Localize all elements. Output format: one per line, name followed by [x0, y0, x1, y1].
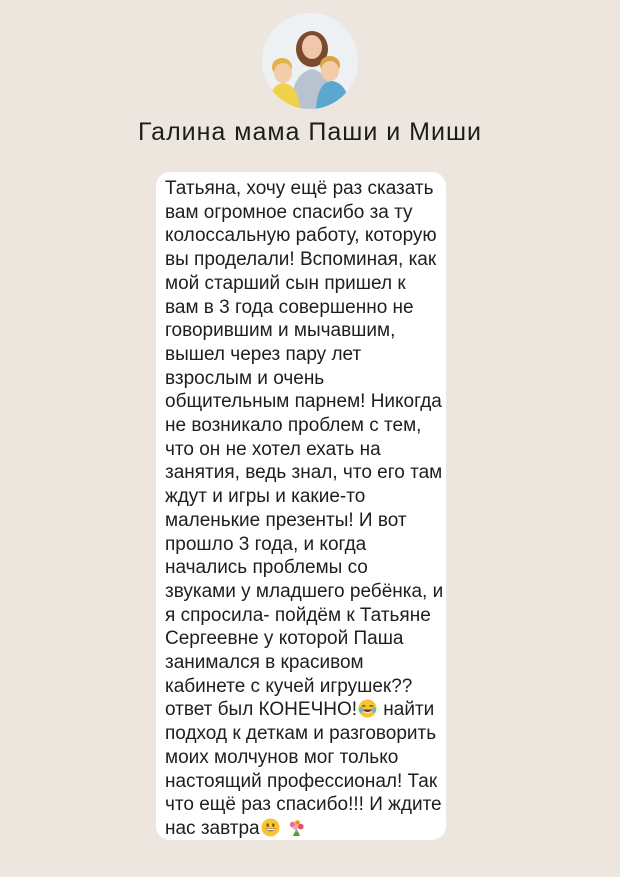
family-photo-avatar-icon: [262, 13, 358, 109]
message-line: маленькие презенты! И вот: [165, 509, 407, 531]
message-line: вы проделали! Вспоминая, как: [165, 249, 437, 271]
message-line: говорившим и мычавшим,: [165, 320, 396, 342]
message-line: колоссальную работу, которую: [165, 225, 437, 247]
avatar: [262, 13, 358, 109]
message-line: ждут и игры и какие-то: [165, 486, 366, 508]
message-line: настоящий профессионал! Так: [165, 770, 438, 792]
message-line: вышел через пару лет: [165, 343, 362, 365]
message-line: подход к деткам и разговорить: [165, 723, 437, 745]
message-line: вам огромное спасибо за ту: [165, 201, 413, 223]
grinning-face-icon: [261, 818, 280, 837]
message-line: что он не хотел ехать на: [165, 438, 381, 460]
message-line: звуками у младшего ребёнка, и: [165, 580, 444, 602]
message-line: занимался в красивом: [165, 652, 364, 674]
message-line: взрослым и очень: [165, 367, 325, 389]
message-line: не возникало проблем с тем,: [165, 415, 422, 437]
face-with-tears-of-joy-icon: [358, 699, 377, 718]
message-text: найти: [378, 699, 435, 721]
message-bubble: [156, 172, 446, 840]
author-name: Галина мама Паши и Миши: [138, 118, 482, 146]
message-line: прошло 3 года, и когда: [165, 533, 367, 555]
message-line: что ещё раз спасибо!!! И ждите: [165, 794, 442, 816]
message-line: [165, 817, 438, 841]
message-text: нас завтра: [165, 817, 260, 839]
message-line: Татьяна, хочу ещё раз сказать: [165, 178, 434, 199]
bouquet-icon: [287, 818, 306, 837]
message-line: кабинете с кучей игрушек??: [165, 675, 413, 697]
message-line: вам в 3 года совершенно не: [165, 296, 414, 318]
message-text: ответ был КОНЕЧНО!: [165, 699, 358, 721]
message-line: моих молчунов мог только: [165, 746, 399, 768]
message-line: общительным парнем! Никогда: [165, 391, 442, 413]
message-line: мой старший сын пришел к: [165, 272, 406, 294]
message-line: начались проблемы со: [165, 557, 368, 579]
message-line: Сергеевне у которой Паша: [165, 628, 404, 650]
message-line: [165, 698, 438, 722]
message-line: я спросила- пойдём к Татьяне: [165, 604, 431, 626]
message-line: занятия, ведь знал, что его там: [165, 462, 443, 484]
